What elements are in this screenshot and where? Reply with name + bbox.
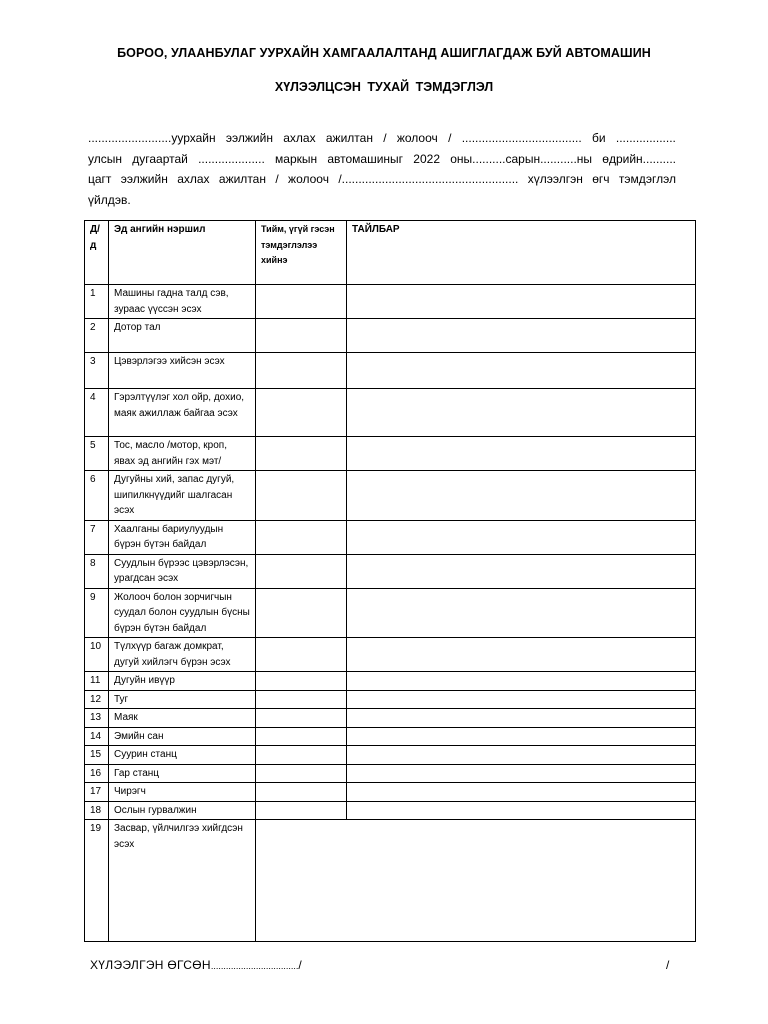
header-yes-no: Тийм, үгүй гэсэн тэмдэглэлээ хийнэ	[256, 221, 347, 285]
row-number: 4	[85, 389, 109, 437]
row-number: 5	[85, 437, 109, 471]
row-yes-no-cell[interactable]	[256, 588, 347, 638]
row-item-name: Гэрэлтүүлэг хол ойр, дохио, маяк ажиллаж байгаа эсэх	[109, 389, 256, 437]
row-item-name: Хаалганы бариулуудын бүрэн бүтэн байдал	[109, 520, 256, 554]
row-note-cell[interactable]	[347, 709, 696, 728]
intro-word: ээлжийн	[120, 172, 168, 186]
intro-word: өдрийн..........	[602, 151, 676, 166]
table-row	[85, 588, 696, 638]
row-remark-cell[interactable]	[256, 820, 696, 942]
row-note-cell[interactable]	[347, 520, 696, 554]
intro-word: ахлах	[283, 131, 316, 145]
row-item-name: Цэвэрлэгээ хийсэн эсэх	[109, 353, 256, 389]
row-number: 1	[85, 285, 109, 319]
row-item-name: Дотор тал	[109, 319, 256, 353]
row-note-cell[interactable]	[347, 764, 696, 783]
table-row	[85, 471, 696, 521]
row-note-cell[interactable]	[347, 437, 696, 471]
header-name: Эд ангийн нэршил	[109, 221, 256, 285]
row-item-name: Эмийн сан	[109, 727, 256, 746]
row-note-cell[interactable]	[347, 783, 696, 802]
intro-line-1	[88, 128, 676, 149]
table-row	[85, 709, 696, 728]
table-header-row	[85, 221, 696, 285]
table-row	[85, 727, 696, 746]
row-item-name: Засвар, үйлчилгээ хийгдсэн эсэх	[109, 820, 256, 942]
intro-word: жолооч	[288, 172, 329, 186]
footer-signature	[90, 958, 680, 972]
row-note-cell[interactable]	[347, 471, 696, 521]
intro-word: автомашиныг	[327, 151, 404, 166]
row-number: 15	[85, 746, 109, 765]
intro-word: 2022	[413, 151, 440, 166]
row-note-cell[interactable]	[347, 690, 696, 709]
row-yes-no-cell[interactable]	[256, 520, 347, 554]
row-item-name: Чирэгч	[109, 783, 256, 802]
row-number: 18	[85, 801, 109, 820]
footer-slash: /	[298, 958, 302, 972]
intro-paragraph	[88, 128, 676, 210]
row-yes-no-cell[interactable]	[256, 471, 347, 521]
row-number: 7	[85, 520, 109, 554]
footer-slash-end: /	[666, 958, 670, 972]
row-number: 17	[85, 783, 109, 802]
table-row	[85, 285, 696, 319]
row-item-name: Дугуйны хий, запас дугуй, шипилкнүүдийг шалгасан эсэх	[109, 471, 256, 521]
row-number: 3	[85, 353, 109, 389]
intro-word: хүлээлгэн	[527, 172, 583, 186]
intro-word: цагт	[88, 172, 112, 186]
row-yes-no-cell[interactable]	[256, 437, 347, 471]
table-row	[85, 783, 696, 802]
row-item-name: Гар станц	[109, 764, 256, 783]
table-row	[85, 437, 696, 471]
intro-word: маркын	[275, 151, 318, 166]
intro-word: /.....................................................	[338, 172, 519, 186]
header-note: ТАЙЛБАР	[347, 221, 696, 285]
intro-word: .........................уурхайн	[88, 131, 216, 145]
intro-word: ажилтан	[325, 131, 373, 145]
row-yes-no-cell[interactable]	[256, 672, 347, 691]
row-item-name: Машины гадна талд сэв, зураас үүссэн эсэх	[109, 285, 256, 319]
checklist-table	[84, 220, 696, 942]
table-row	[85, 638, 696, 672]
table-row	[85, 554, 696, 588]
row-yes-no-cell[interactable]	[256, 783, 347, 802]
intro-word: дугаартай	[132, 151, 188, 166]
row-item-name: Туг	[109, 690, 256, 709]
row-yes-no-cell[interactable]	[256, 746, 347, 765]
row-yes-no-cell[interactable]	[256, 727, 347, 746]
footer-label: ХҮЛЭЭЛГЭН ӨГСӨН	[90, 958, 211, 972]
intro-word: /	[383, 131, 387, 145]
table-row	[85, 389, 696, 437]
row-note-cell[interactable]	[347, 727, 696, 746]
intro-word: ..................	[615, 131, 676, 145]
row-number: 2	[85, 319, 109, 353]
row-yes-no-cell[interactable]	[256, 554, 347, 588]
table-row	[85, 820, 696, 942]
row-number: 12	[85, 690, 109, 709]
row-yes-no-cell[interactable]	[256, 801, 347, 820]
row-number: 8	[85, 554, 109, 588]
row-note-cell[interactable]	[347, 746, 696, 765]
table-row	[85, 746, 696, 765]
row-yes-no-cell[interactable]	[256, 389, 347, 437]
intro-line-2	[88, 149, 676, 170]
row-number: 14	[85, 727, 109, 746]
document-title: БОРОО, УЛААНБУЛАГ УУРХАЙН ХАМГААЛАЛТАНД АШИГЛАГДАЖ БУЙ АВТОМАШИН	[117, 46, 651, 60]
row-number: 9	[85, 588, 109, 638]
intro-line-3	[88, 169, 676, 190]
row-item-name: Ослын гурвалжин	[109, 801, 256, 820]
intro-word: жолооч	[396, 131, 438, 145]
row-yes-no-cell[interactable]	[256, 690, 347, 709]
table-row	[85, 672, 696, 691]
intro-word: ажилтан	[218, 172, 266, 186]
row-note-cell[interactable]	[347, 285, 696, 319]
table-body	[85, 285, 696, 942]
intro-word: оны..........сарын...........ны	[450, 151, 593, 166]
row-yes-no-cell[interactable]	[256, 638, 347, 672]
row-item-name: Суурин станц	[109, 746, 256, 765]
table-row	[85, 801, 696, 820]
row-item-name: Суудлын бүрээс цэвэрлэсэн, урагдсан эсэх	[109, 554, 256, 588]
row-item-name: Жолооч болон зорчигчын суудал болон суудлын бүсны бүрэн бүтэн байдал	[109, 588, 256, 638]
row-number: 6	[85, 471, 109, 521]
table-row	[85, 520, 696, 554]
intro-word: ээлжийн	[225, 131, 273, 145]
row-yes-no-cell[interactable]	[256, 319, 347, 353]
row-note-cell[interactable]	[347, 554, 696, 588]
row-note-cell[interactable]	[347, 389, 696, 437]
row-item-name: Маяк	[109, 709, 256, 728]
intro-word: улсын	[88, 151, 122, 166]
intro-line-4	[88, 190, 676, 211]
row-number: 19	[85, 820, 109, 942]
row-note-cell[interactable]	[347, 588, 696, 638]
row-number: 13	[85, 709, 109, 728]
row-item-name: Түлхүүр багаж домкрат, дугуй хийлэгч бүрэн эсэх	[109, 638, 256, 672]
intro-word: ....................................	[461, 131, 582, 145]
intro-line-4-text: үйлдэв.	[88, 192, 131, 207]
row-yes-no-cell[interactable]	[256, 709, 347, 728]
row-number: 10	[85, 638, 109, 672]
row-number: 11	[85, 672, 109, 691]
row-note-cell[interactable]	[347, 319, 696, 353]
intro-word: /	[275, 172, 279, 186]
intro-word: тэмдэглэл	[618, 172, 676, 186]
row-item-name: Дугуйн ивүүр	[109, 672, 256, 691]
table-row	[85, 764, 696, 783]
row-yes-no-cell[interactable]	[256, 764, 347, 783]
row-note-cell[interactable]	[347, 353, 696, 389]
intro-word: /	[448, 131, 452, 145]
intro-word: ахлах	[177, 172, 210, 186]
row-note-cell[interactable]	[347, 672, 696, 691]
document-subtitle: ХҮЛЭЭЛЦСЭН ТУХАЙ ТЭМДЭГЛЭЛ	[274, 80, 494, 94]
row-number: 16	[85, 764, 109, 783]
row-yes-no-cell[interactable]	[256, 285, 347, 319]
row-yes-no-cell[interactable]	[256, 353, 347, 389]
table-row	[85, 319, 696, 353]
intro-word: би	[592, 131, 606, 145]
intro-word: өгч	[592, 172, 610, 186]
row-note-cell[interactable]	[347, 801, 696, 820]
table-row	[85, 353, 696, 389]
row-note-cell[interactable]	[347, 638, 696, 672]
row-item-name: Тос, масло /мотор, кроп, явах эд ангийн гэх мэт/	[109, 437, 256, 471]
intro-word: ....................	[198, 151, 265, 166]
footer-dots: ...................................	[210, 961, 299, 971]
header-no: Д/д	[85, 221, 109, 285]
table-row	[85, 690, 696, 709]
